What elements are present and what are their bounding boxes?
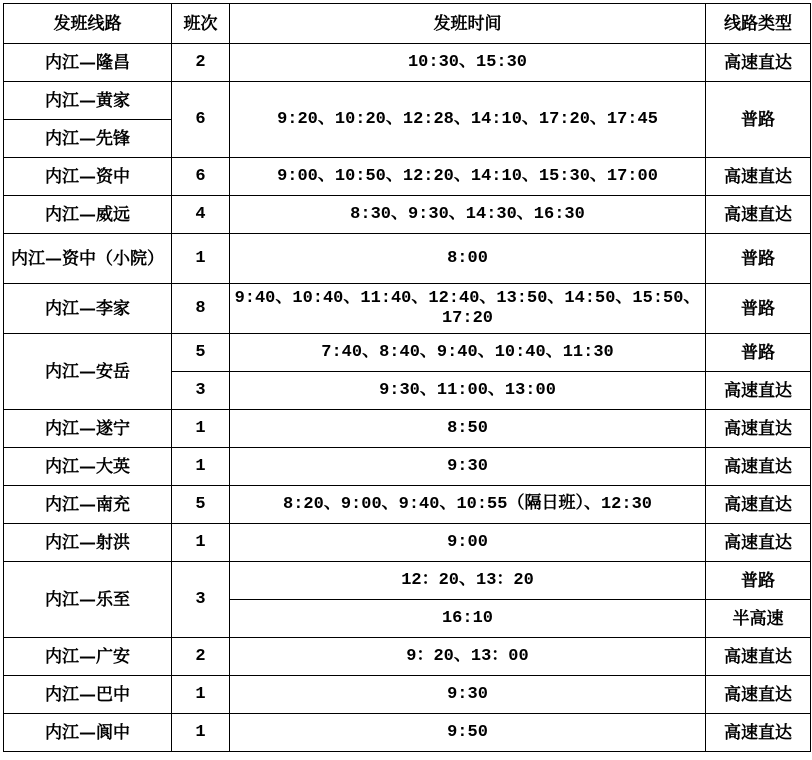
bus-schedule-table <box>3 3 811 752</box>
times-cell: 8:20、9:00、9:40、10:55（隔日班）、12:30 <box>230 486 706 524</box>
route-cell: 内江—乐至 <box>4 562 172 638</box>
count-cell: 3 <box>172 562 230 638</box>
times-cell: 9:40、10:40、11:40、12:40、13:50、14:50、15:50、17:20 <box>230 284 706 334</box>
count-cell: 1 <box>172 676 230 714</box>
count-cell: 2 <box>172 638 230 676</box>
times-cell: 8:30、9:30、14:30、16:30 <box>230 196 706 234</box>
count-cell: 8 <box>172 284 230 334</box>
table-row <box>4 234 811 284</box>
times-cell: 7:40、8:40、9:40、10:40、11:30 <box>230 334 706 372</box>
count-cell: 6 <box>172 82 230 158</box>
header-times: 发班时间 <box>230 4 706 44</box>
table-row <box>4 82 811 120</box>
table-row <box>4 158 811 196</box>
count-cell: 5 <box>172 486 230 524</box>
type-cell: 高速直达 <box>706 638 811 676</box>
route-cell: 内江—李家 <box>4 284 172 334</box>
type-cell: 高速直达 <box>706 486 811 524</box>
route-cell: 内江—广安 <box>4 638 172 676</box>
times-cell: 16:10 <box>230 600 706 638</box>
route-cell: 内江—遂宁 <box>4 410 172 448</box>
table-row <box>4 562 811 600</box>
times-cell: 9:30 <box>230 676 706 714</box>
count-cell: 1 <box>172 234 230 284</box>
header-row <box>4 4 811 44</box>
times-cell: 10:30、15:30 <box>230 44 706 82</box>
route-cell: 内江—隆昌 <box>4 44 172 82</box>
route-cell: 内江—资中（小院） <box>4 234 172 284</box>
route-cell: 内江—资中 <box>4 158 172 196</box>
count-cell: 4 <box>172 196 230 234</box>
type-cell: 高速直达 <box>706 44 811 82</box>
type-cell: 半高速 <box>706 600 811 638</box>
type-cell: 普路 <box>706 334 811 372</box>
times-cell: 8:50 <box>230 410 706 448</box>
table-row <box>4 44 811 82</box>
table-row <box>4 676 811 714</box>
times-cell: 9：20、13：00 <box>230 638 706 676</box>
table-row <box>4 448 811 486</box>
route-cell: 内江—威远 <box>4 196 172 234</box>
count-cell: 1 <box>172 714 230 752</box>
type-cell: 高速直达 <box>706 158 811 196</box>
count-cell: 1 <box>172 524 230 562</box>
count-cell: 6 <box>172 158 230 196</box>
route-cell: 内江—巴中 <box>4 676 172 714</box>
times-cell: 9:00、10:50、12:20、14:10、15:30、17:00 <box>230 158 706 196</box>
count-cell: 1 <box>172 448 230 486</box>
route-cell: 内江—南充 <box>4 486 172 524</box>
route-cell: 内江—大英 <box>4 448 172 486</box>
times-cell: 9:20、10:20、12:28、14:10、17:20、17:45 <box>230 82 706 158</box>
type-cell: 高速直达 <box>706 676 811 714</box>
route-cell: 内江—先锋 <box>4 120 172 158</box>
times-cell: 9:50 <box>230 714 706 752</box>
route-cell: 内江—安岳 <box>4 334 172 410</box>
table-row <box>4 524 811 562</box>
table-row <box>4 486 811 524</box>
type-cell: 普路 <box>706 284 811 334</box>
table-row <box>4 714 811 752</box>
header-count: 班次 <box>172 4 230 44</box>
count-cell: 1 <box>172 410 230 448</box>
times-cell: 9:30 <box>230 448 706 486</box>
table-row <box>4 410 811 448</box>
type-cell: 高速直达 <box>706 410 811 448</box>
header-type: 线路类型 <box>706 4 811 44</box>
route-cell: 内江—黄家 <box>4 82 172 120</box>
count-cell: 2 <box>172 44 230 82</box>
times-cell: 9:00 <box>230 524 706 562</box>
times-cell: 9:30、11:00、13:00 <box>230 372 706 410</box>
route-cell: 内江—阆中 <box>4 714 172 752</box>
type-cell: 普路 <box>706 82 811 158</box>
table-row <box>4 196 811 234</box>
table-row <box>4 284 811 334</box>
type-cell: 高速直达 <box>706 372 811 410</box>
table-row <box>4 638 811 676</box>
type-cell: 高速直达 <box>706 448 811 486</box>
type-cell: 普路 <box>706 562 811 600</box>
header-route: 发班线路 <box>4 4 172 44</box>
times-cell: 8:00 <box>230 234 706 284</box>
route-cell: 内江—射洪 <box>4 524 172 562</box>
table-row <box>4 334 811 372</box>
type-cell: 普路 <box>706 234 811 284</box>
count-cell: 3 <box>172 372 230 410</box>
count-cell: 5 <box>172 334 230 372</box>
type-cell: 高速直达 <box>706 196 811 234</box>
times-cell: 12：20、13：20 <box>230 562 706 600</box>
type-cell: 高速直达 <box>706 524 811 562</box>
type-cell: 高速直达 <box>706 714 811 752</box>
